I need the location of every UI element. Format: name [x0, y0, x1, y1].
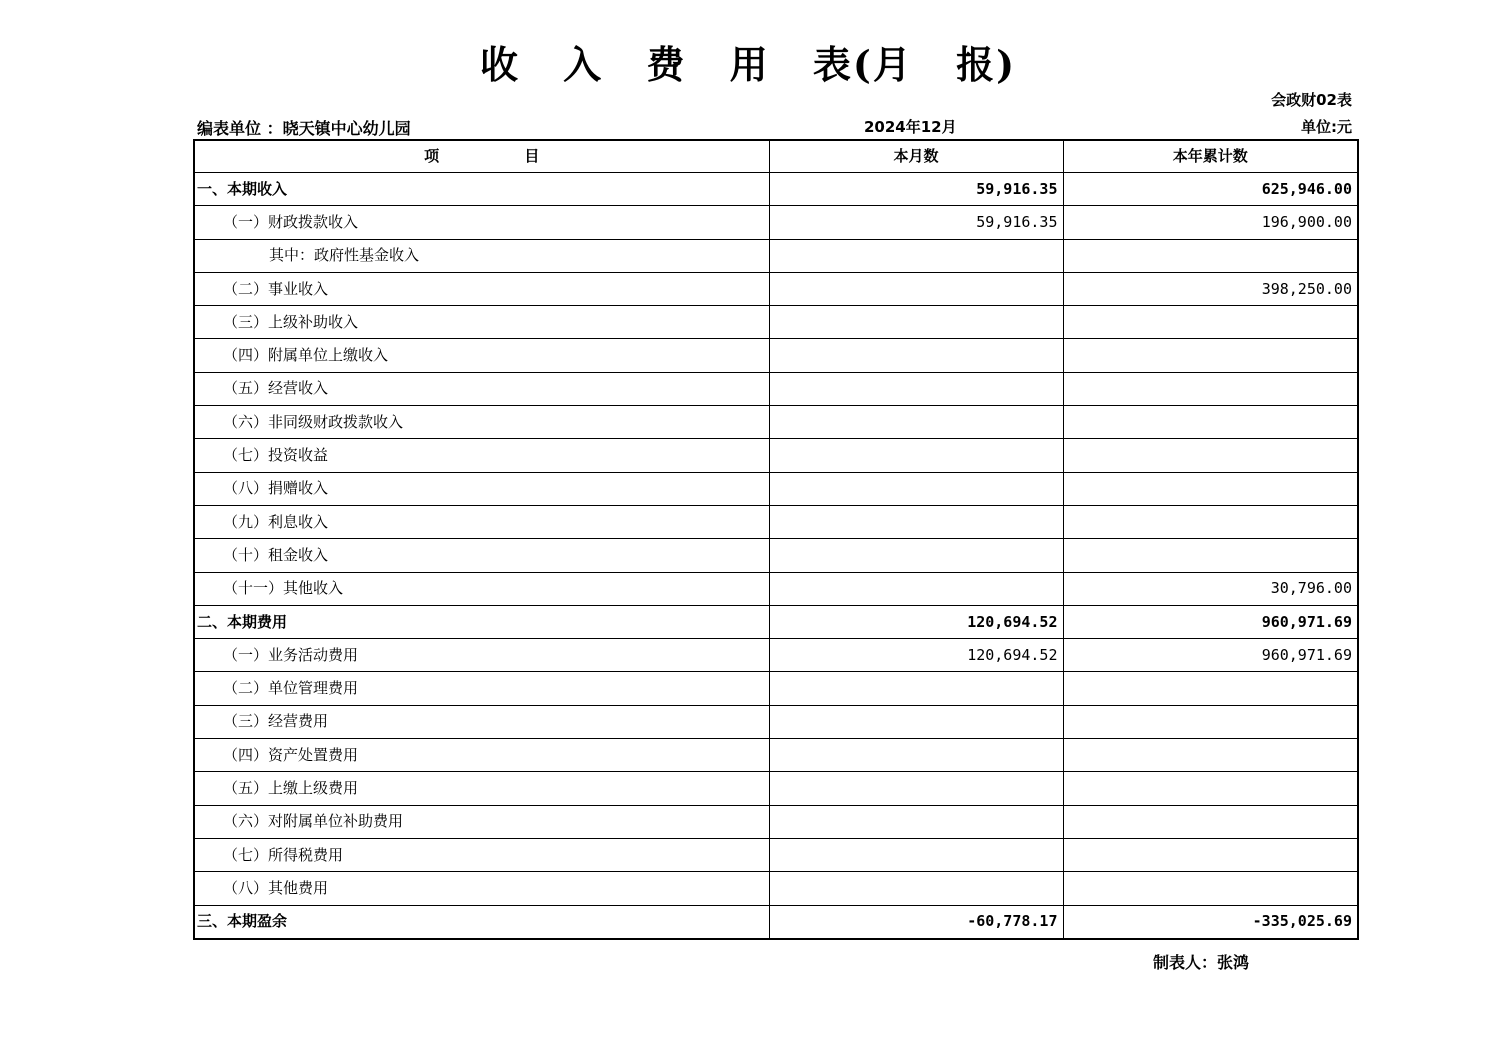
row-item-name: （八）其他费用 — [194, 872, 769, 905]
form-code: 会政财02表 — [1271, 91, 1352, 109]
row-month-amount — [769, 739, 1063, 772]
row-ytd-amount — [1063, 406, 1358, 439]
row-item-name: （二）单位管理费用 — [194, 672, 769, 705]
row-ytd-amount: 196,900.00 — [1063, 206, 1358, 239]
row-item-name: （九）利息收入 — [194, 505, 769, 538]
row-ytd-amount: 398,250.00 — [1063, 272, 1358, 305]
row-ytd-amount: 625,946.00 — [1063, 173, 1358, 206]
row-month-amount — [769, 239, 1063, 272]
row-ytd-amount — [1063, 239, 1358, 272]
row-ytd-amount — [1063, 672, 1358, 705]
table-row — [194, 439, 1358, 472]
row-month-amount — [769, 539, 1063, 572]
row-ytd-amount — [1063, 739, 1358, 772]
table-row — [194, 206, 1358, 239]
row-ytd-amount — [1063, 472, 1358, 505]
table-row — [194, 505, 1358, 538]
column-header-month: 本月数 — [769, 140, 1063, 173]
row-item-name: （六）对附属单位补助费用 — [194, 805, 769, 838]
row-item-name: （十）租金收入 — [194, 539, 769, 572]
table-row — [194, 872, 1358, 905]
row-month-amount: 59,916.35 — [769, 173, 1063, 206]
row-item-name: 三、本期盈余 — [194, 905, 769, 939]
row-ytd-amount: 960,971.69 — [1063, 639, 1358, 672]
table-row — [194, 406, 1358, 439]
row-item-name: （一）业务活动费用 — [194, 639, 769, 672]
table-body — [194, 173, 1358, 939]
row-month-amount — [769, 772, 1063, 805]
row-item-name: （六）非同级财政拨款收入 — [194, 406, 769, 439]
currency-unit: 单位:元 — [1301, 118, 1352, 136]
table-row — [194, 605, 1358, 638]
table-row — [194, 239, 1358, 272]
row-item-name: （四）附属单位上缴收入 — [194, 339, 769, 372]
row-ytd-amount — [1063, 505, 1358, 538]
row-month-amount — [769, 306, 1063, 339]
row-month-amount — [769, 272, 1063, 305]
row-ytd-amount — [1063, 439, 1358, 472]
row-month-amount — [769, 505, 1063, 538]
row-month-amount — [769, 872, 1063, 905]
row-ytd-amount: 960,971.69 — [1063, 605, 1358, 638]
row-ytd-amount: -335,025.69 — [1063, 905, 1358, 939]
row-ytd-amount — [1063, 339, 1358, 372]
row-month-amount: 120,694.52 — [769, 605, 1063, 638]
table-row — [194, 272, 1358, 305]
row-ytd-amount: 30,796.00 — [1063, 572, 1358, 605]
table-row — [194, 672, 1358, 705]
row-item-name: （七）所得税费用 — [194, 838, 769, 871]
row-item-name: （二）事业收入 — [194, 272, 769, 305]
table-row — [194, 572, 1358, 605]
row-item-name: 其中：政府性基金收入 — [194, 239, 769, 272]
row-month-amount: 120,694.52 — [769, 639, 1063, 672]
row-ytd-amount — [1063, 805, 1358, 838]
table-row — [194, 639, 1358, 672]
row-month-amount — [769, 472, 1063, 505]
row-ytd-amount — [1063, 705, 1358, 738]
row-item-name: 一、本期收入 — [194, 173, 769, 206]
table-row — [194, 905, 1358, 939]
reporting-organization: 编表单位 ：晓天镇中心幼儿园 — [197, 119, 411, 138]
row-item-name: （一）财政拨款收入 — [194, 206, 769, 239]
column-header-ytd: 本年累计数 — [1063, 140, 1358, 173]
row-ytd-amount — [1063, 539, 1358, 572]
report-title: 收 入 费 用 表(月 报) — [479, 42, 1017, 87]
row-item-name: （四）资产处置费用 — [194, 739, 769, 772]
table-row — [194, 539, 1358, 572]
row-month-amount — [769, 838, 1063, 871]
row-ytd-amount — [1063, 372, 1358, 405]
row-ytd-amount — [1063, 306, 1358, 339]
row-item-name: （五）经营收入 — [194, 372, 769, 405]
table-row — [194, 372, 1358, 405]
row-month-amount — [769, 672, 1063, 705]
table-row — [194, 838, 1358, 871]
table-row — [194, 772, 1358, 805]
preparer-signature: 制表人：张鸿 — [1153, 953, 1250, 972]
table-row — [194, 805, 1358, 838]
row-month-amount — [769, 805, 1063, 838]
row-item-name: （三）上级补助收入 — [194, 306, 769, 339]
column-header-item: 项 目 — [194, 140, 769, 173]
row-item-name: （八）捐赠收入 — [194, 472, 769, 505]
row-ytd-amount — [1063, 838, 1358, 871]
report-period: 2024年12月 — [864, 118, 957, 136]
row-month-amount — [769, 572, 1063, 605]
row-month-amount — [769, 439, 1063, 472]
row-month-amount: -60,778.17 — [769, 905, 1063, 939]
row-ytd-amount — [1063, 872, 1358, 905]
table-row — [194, 705, 1358, 738]
row-ytd-amount — [1063, 772, 1358, 805]
row-item-name: （三）经营费用 — [194, 705, 769, 738]
income-expense-table — [193, 139, 1359, 940]
table-row — [194, 306, 1358, 339]
row-item-name: （五）上缴上级费用 — [194, 772, 769, 805]
table-row — [194, 739, 1358, 772]
table-row — [194, 472, 1358, 505]
row-month-amount — [769, 705, 1063, 738]
table-row — [194, 173, 1358, 206]
table-header-row — [194, 140, 1358, 173]
row-item-name: （七）投资收益 — [194, 439, 769, 472]
row-item-name: （十一）其他收入 — [194, 572, 769, 605]
table-row — [194, 339, 1358, 372]
row-item-name: 二、本期费用 — [194, 605, 769, 638]
row-month-amount — [769, 372, 1063, 405]
row-month-amount: 59,916.35 — [769, 206, 1063, 239]
row-month-amount — [769, 339, 1063, 372]
row-month-amount — [769, 406, 1063, 439]
